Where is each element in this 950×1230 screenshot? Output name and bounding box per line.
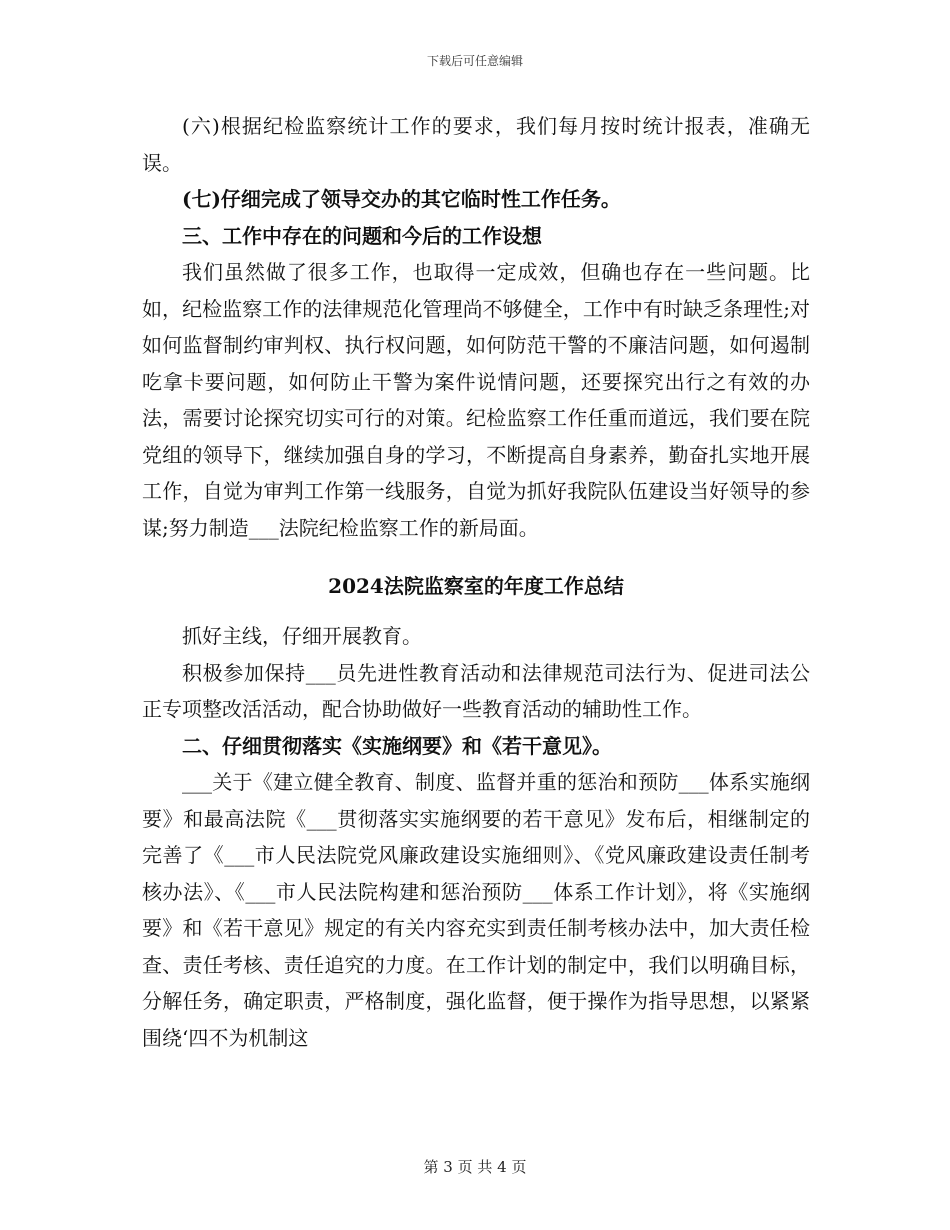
paragraph-implementation: ___关于《建立健全教育、制度、监督并重的惩治和预防___体系实施纲要》和最高法院《___贯彻落实实施纲要的若干意见》发布后，相继制定的完善了《___市人民法院党风廉政建设实施细则》、《党风廉政建设责任制考核办法》、《___市人民法院构建和惩治预防___体系工作计划》，将《实施纲要》和《若干意见》规定的有关内容充实到责任制考核办法中，加大责任检查、责任考核、责任追究的力度。在工作计划的制定中，我们以明确目标，分解任务，确定职责，严格制度，强化监督，便于操作为指导思想，以紧紧围绕‘四不为机制这 (142, 770, 810, 1050)
paragraph-item-6: (六)根据纪检监察统计工作的要求，我们每月按时统计报表，准确无误。 (142, 114, 810, 175)
document-body (142, 108, 810, 1056)
page-footer-number: 第 3 页 共 4 页 (423, 1158, 527, 1176)
page-header-note: 下载后可任意编辑 (426, 54, 523, 68)
paragraph-problems: 我们虽然做了很多工作，也取得一定成效，但确也存在一些问题。比如，纪检监察工作的法律规范化管理尚不够健全，工作中有时缺乏条理性;对如何监督制约审判权、执行权问题，如何防范干警的不廉洁问题，如何遏制吃拿卡要问题，如何防止干警为案件说情问题，还要探究出行之有效的办法，需要讨论探究切实可行的对策。纪检监察工作任重而道远，我们要在院党组的领导下，继续加强自身的学习，不断提高自身素养，勤奋扎实地开展工作，自觉为审判工作第一线服务，自觉为抓好我院队伍建设当好领导的参谋;努力制造___法院纪检监察工作的新局面。 (142, 260, 810, 540)
section-heading-2: 二、仔细贯彻落实《实施纲要》和《若干意见》。 (182, 733, 612, 758)
paragraph-education: 积极参加保持___员先进性教育活动和法律规范司法行为、促进司法公正专项整改活活动，配合协助做好一些教育活动的辅助性工作。 (142, 660, 810, 721)
paragraph-mainline: 抓好主线，仔细开展教育。 (182, 624, 422, 648)
paragraph-item-7: (七)仔细完成了领导交办的其它临时性工作任务。 (182, 187, 621, 211)
document-title: 2024法院监察室的年度工作总结 (328, 574, 624, 598)
section-heading-3: 三、工作中存在的问题和今后的工作设想 (182, 223, 542, 248)
